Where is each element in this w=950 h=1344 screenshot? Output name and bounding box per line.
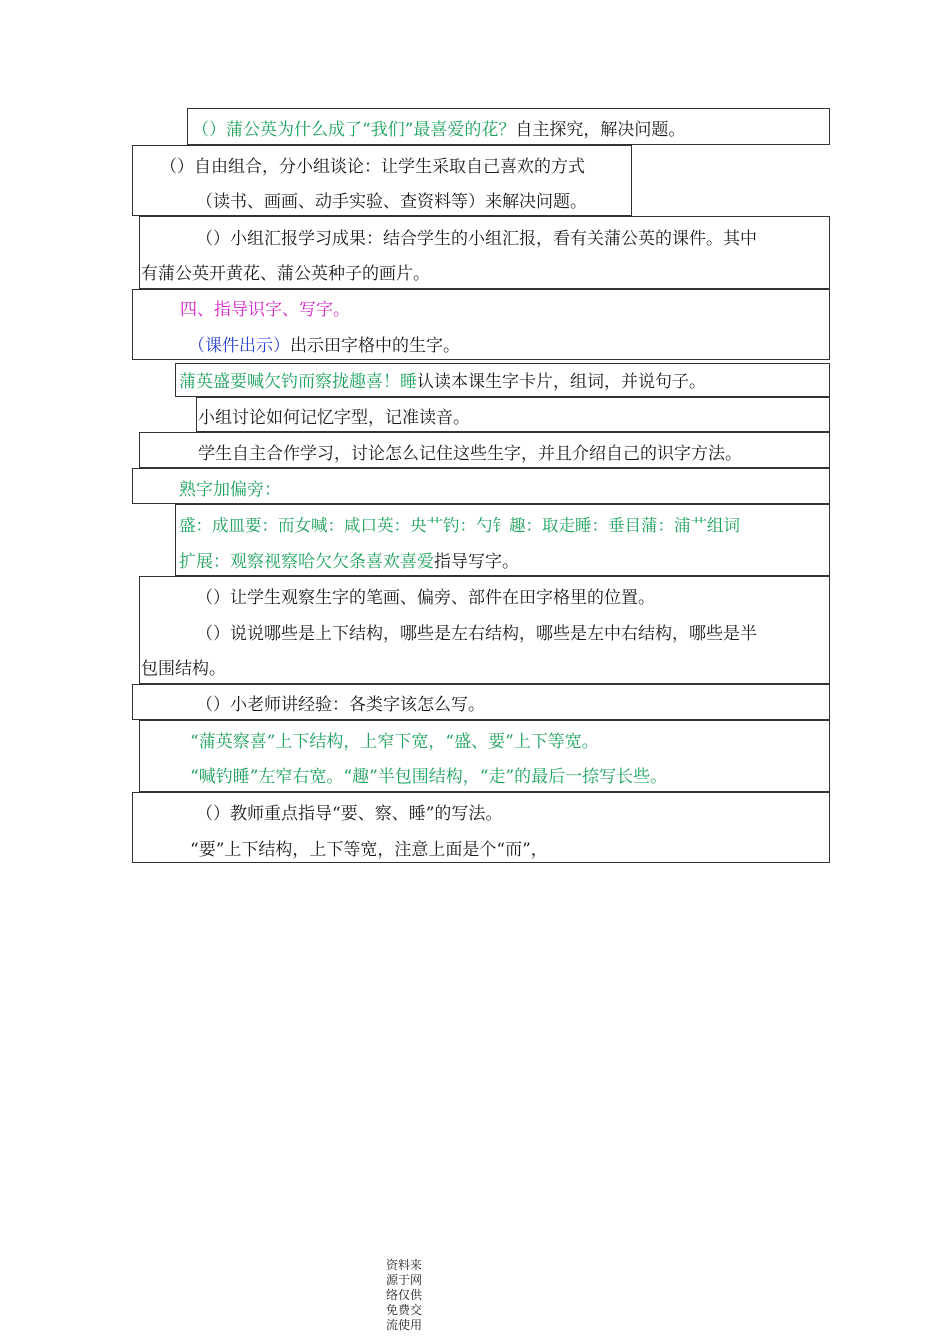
line-9: 小组讨论如何记忆字型，记准读音。 <box>198 408 470 428</box>
line-8-text: 认读本课生字卡片，组词，并说句子。 <box>417 372 706 392</box>
line-2: （）自由组合，分小组谈论：让学生采取自己喜欢的方式 <box>160 157 585 177</box>
line-16: 包围结构。 <box>141 659 226 679</box>
line-5: 有蒲公英开黄花、蒲公英种子的画片。 <box>141 264 430 284</box>
line-19: “喊钓睡”左窄右宽。“趣”半包围结构，“走”的最后一捺写长些。 <box>190 767 668 787</box>
line-1-task: 自主探究，解决问题。 <box>515 120 686 140</box>
line-17: （）小老师讲经验：各类字该怎么写。 <box>196 695 485 715</box>
line-3: （读书、画画、动手实验、查资料等）来解决问题。 <box>196 192 587 212</box>
line-4: （）小组汇报学习成果：结合学生的小组汇报，看有关蒲公英的课件。其中 <box>196 229 757 249</box>
line-8 <box>179 372 706 392</box>
section-heading-4: 四、指导识字、写字。 <box>180 300 350 320</box>
line-7 <box>188 336 460 356</box>
line-7-text: 出示田字格中的生字。 <box>290 336 460 356</box>
line-18: “蒲英察喜”上下结构，上窄下宽，“盛、要”上下等宽。 <box>190 732 599 752</box>
line-10: 学生自主合作学习，讨论怎么记住这些生字，并且介绍自己的识字方法。 <box>198 444 742 464</box>
line-14: （）让学生观察生字的笔画、偏旁、部件在田字格里的位置。 <box>196 588 655 608</box>
line-20: （）教师重点指导“要、察、睡”的写法。 <box>196 804 503 824</box>
footer-disclaimer: 资料来源于网络仅供免费交流使用 <box>386 1258 423 1332</box>
line-13 <box>179 552 519 572</box>
line-21: “要”上下结构，上下等宽，注意上面是个“而”， <box>190 840 548 860</box>
new-characters: 蒲英盛要喊欠钓而察拢趣喜！睡 <box>179 372 417 392</box>
line-1 <box>192 120 685 140</box>
line-11: 熟字加偏旁： <box>179 480 281 500</box>
line-1-question: （）蒲公英为什么成了“我们”最喜爱的花？ <box>192 120 516 140</box>
line-13-text: 指导写字。 <box>434 552 519 572</box>
courseware-label: （课件出示） <box>188 336 290 356</box>
word-extension: 扩展：观察视察哈欠欠条喜欢喜爱 <box>179 552 434 572</box>
line-15: （）说说哪些是上下结构，哪些是左右结构，哪些是左中右结构，哪些是半 <box>196 624 757 644</box>
line-12: 盛：成皿要：而女喊：咸口英：央艹钓：勺钅趣：取走睡：垂目蒲：浦艹组词 <box>179 516 740 535</box>
